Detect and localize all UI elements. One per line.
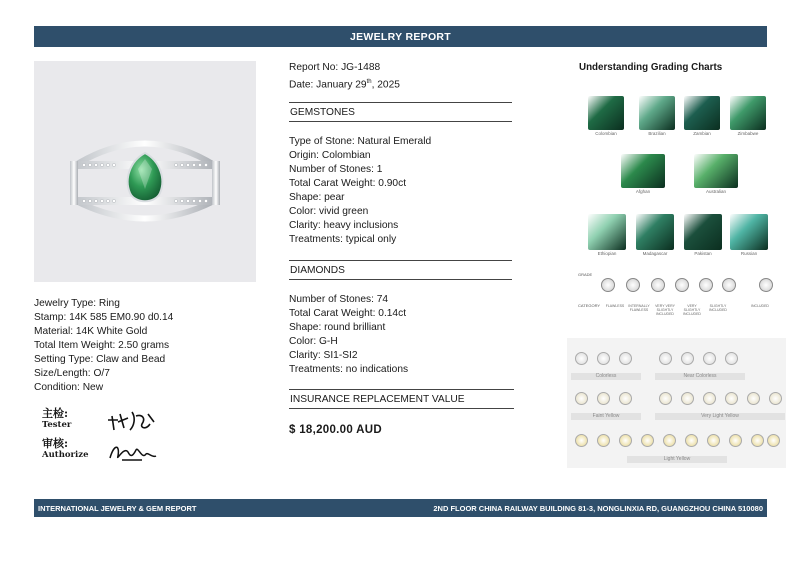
color-grade-diamond [619,434,632,447]
report-date: Date: January 29th, 2025 [289,79,400,91]
report-title: JEWELRY REPORT [349,30,452,43]
emerald-australian-label: Australian [705,189,726,194]
clarity-diamond [651,278,665,292]
color-grade-diamond [725,352,738,365]
clarity-diamond [626,278,640,292]
color-grade-diamond [619,352,632,365]
emerald-zambian [684,96,720,130]
color-grade-diamond [681,352,694,365]
clarity-diamond [675,278,689,292]
authorize-label-en: Authorize [42,450,89,460]
diamond-color: Color: G-H [289,336,338,347]
clarity-category: SLIGHTLY INCLUDED [709,304,727,312]
insurance-heading: INSURANCE REPLACEMENT VALUE [289,389,514,409]
stone-carat: Total Carat Weight: 0.90ct [289,178,407,189]
color-grade-diamond [725,392,738,405]
diamond-carat: Total Carat Weight: 0.14ct [289,308,407,319]
color-grade-diamond [685,434,698,447]
condition: Condition: New [34,382,104,393]
emerald-pakistan [684,214,722,250]
tester-label-en: Tester [42,420,72,430]
ring-illustration [34,61,256,282]
diamonds-heading: DIAMONDS [289,260,512,280]
insurance-value: $ 18,200.00 AUD [289,424,382,436]
diamond-count: Number of Stones: 74 [289,294,389,305]
emerald-australian [694,154,738,188]
report-info [289,61,400,92]
emerald-afghan-label: Afghan [635,189,651,194]
stone-color: Color: vivid green [289,206,369,217]
color-grade-diamond [769,392,782,405]
footer-banner [34,499,767,517]
diamond-color-chart [567,338,786,468]
color-band-label: Near Colorless [655,373,745,380]
color-grade-diamond [619,392,632,405]
color-grade-diamond [641,434,654,447]
color-grade-diamond [597,392,610,405]
emerald-zimbabwe-label: Zimbabwe [737,131,759,136]
color-grade-diamond [767,434,780,447]
signature-block [42,408,162,468]
color-grade-diamond [597,434,610,447]
emerald-ethiopian [588,214,626,250]
stone-treatments: Treatments: typical only [289,234,397,245]
total-item-weight: Total Item Weight: 2.50 grams [34,340,170,351]
emerald-colombian-label: Colombian [595,131,617,136]
emerald-madagascar-label: Madagascar [642,251,668,256]
clarity-category: FLAWLESS [605,304,625,308]
color-grade-diamond [681,392,694,405]
diamond-treatments: Treatments: no indications [289,364,409,375]
stone-origin: Origin: Colombian [289,150,371,161]
material: Material: 14K White Gold [34,326,148,337]
report-title-banner [34,26,767,47]
clarity-grade-label: GRADE [578,272,593,277]
clarity-category-label: CATEGORY [578,303,601,308]
color-band-label: Colorless [571,373,641,380]
clarity-diamond [722,278,736,292]
color-grade-diamond [659,352,672,365]
color-band-label: Faint Yellow [571,413,641,420]
color-grade-diamond [747,392,760,405]
authorize-label-cn: 审核: [42,437,69,450]
clarity-category: INTERNALLY FLAWLESS [628,304,650,312]
setting-type: Setting Type: Claw and Bead [34,354,166,365]
color-grade-diamond [751,434,764,447]
footer-address: 2ND FLOOR CHINA RAILWAY BUILDING 81-3, NONGLINXIA RD, GUANGZHOU CHINA 510080 [433,503,763,513]
diamonds-details [289,293,408,377]
stone-type: Type of Stone: Natural Emerald [289,136,432,147]
color-band-label: Very Light Yellow [655,413,785,420]
emerald-ethiopian-label: Ethiopian [597,251,617,256]
clarity-category: VERY VERY SLIGHTLY INCLUDED [655,304,675,316]
stone-shape: Shape: pear [289,192,345,203]
authorize-signature [102,438,162,464]
diamond-clarity: Clarity: SI1-SI2 [289,350,358,361]
color-grade-diamond [707,434,720,447]
jewelry-type: Jewelry Type: Ring [34,298,120,309]
color-grade-diamond [659,392,672,405]
gemstones-details [289,135,431,247]
size-length: Size/Length: O/7 [34,368,110,379]
item-details [34,297,173,395]
stone-count: Number of Stones: 1 [289,164,383,175]
color-grade-diamond [703,352,716,365]
stone-clarity: Clarity: heavy inclusions [289,220,399,231]
tester-row [42,408,162,438]
color-grade-diamond [575,352,588,365]
color-grade-diamond [663,434,676,447]
emerald-brazilian-label: Brazilian [648,131,666,136]
clarity-category: VERY SLIGHTLY INCLUDED [683,304,701,316]
clarity-diamond [759,278,773,292]
clarity-category: INCLUDED [751,304,769,308]
emerald-pakistan-label: Pakistan [694,251,712,256]
emerald-brazilian [639,96,675,130]
emerald-russian [730,214,768,250]
color-grade-diamond [575,392,588,405]
emerald-afghan [621,154,665,188]
tester-label-cn: 主检: [42,407,69,420]
emerald-russian-label: Russian [740,251,758,256]
authorize-row [42,438,162,468]
clarity-diamond [699,278,713,292]
grading-charts-title: Understanding Grading Charts [579,62,723,73]
emerald-zambian-label: Zambian [693,131,711,136]
color-grade-diamond [597,352,610,365]
report-number: Report No: JG-1488 [289,62,381,73]
stamp: Stamp: 14K 585 EM0.90 d0.14 [34,312,174,323]
diamond-shape: Shape: round brilliant [289,322,386,333]
footer-org: INTERNATIONAL JEWELRY & GEM REPORT [38,503,197,513]
emerald-zimbabwe [730,96,766,130]
color-grade-diamond [575,434,588,447]
emerald-madagascar [636,214,674,250]
emerald-colombian [588,96,624,130]
clarity-diamond [601,278,615,292]
gemstones-heading: GEMSTONES [289,102,512,122]
color-grade-diamond [703,392,716,405]
ring-photo [34,61,256,282]
tester-signature [102,408,162,434]
color-band-label: Light Yellow [627,456,727,463]
color-grade-diamond [729,434,742,447]
